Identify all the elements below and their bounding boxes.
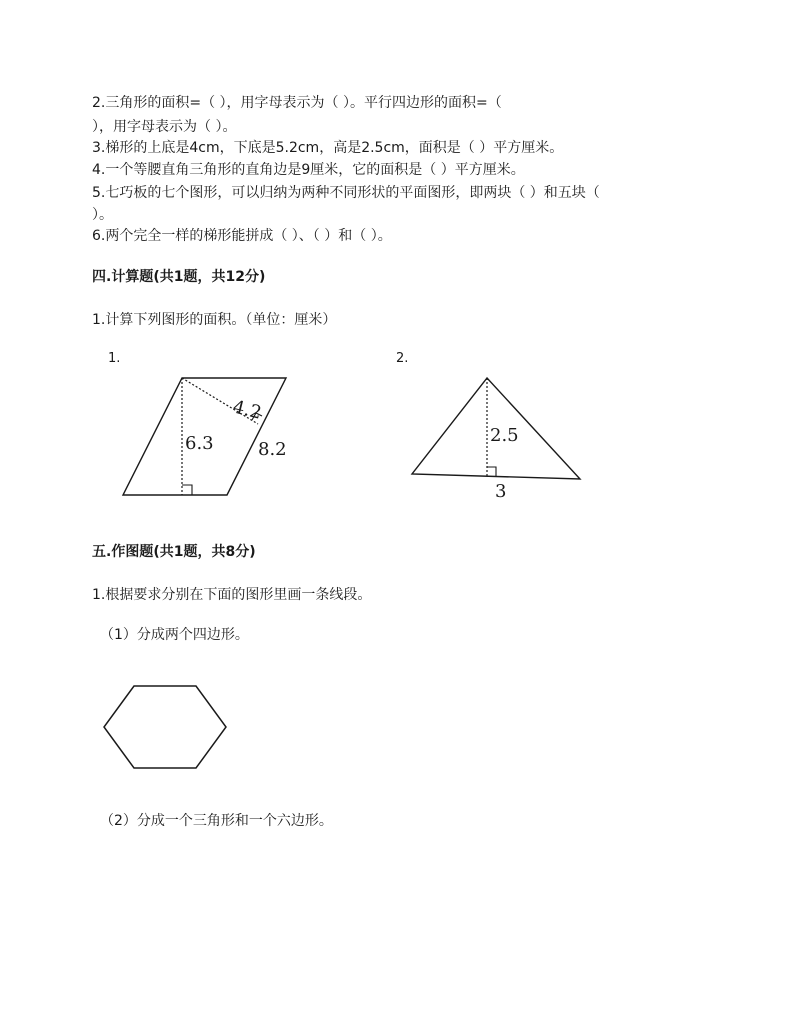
question-6: 6.两个完全一样的梯形能拼成（ ）、（ ）和（ ）。 <box>92 228 392 244</box>
triangle-height-value-label: 2.5 <box>490 425 519 446</box>
figure-2-label: 2. <box>396 351 409 366</box>
triangle-base-value-label: 3 <box>495 481 507 502</box>
question-5-line-2: ）。 <box>92 207 113 223</box>
figure-1-label: 1. <box>108 351 121 366</box>
question-4: 4.一个等腰直角三角形的直角边是9厘米，它的面积是（ ）平方厘米。 <box>92 162 525 178</box>
section-4-title: 四.计算题(共1题，共12分) <box>92 269 266 285</box>
question-5-line-1: 5.七巧板的七个图形，可以归纳为两种不同形状的平面图形，即两块（ ）和五块（ <box>92 185 600 201</box>
question-2-line-1: 2.三角形的面积=（ ），用字母表示为（ ）。平行四边形的面积=（ <box>92 95 502 111</box>
section-5-part-1: （1）分成两个四边形。 <box>100 627 249 643</box>
question-3: 3.梯形的上底是4cm，下底是5.2cm，高是2.5cm，面积是（ ）平方厘米。 <box>92 140 564 156</box>
side-value-label: 8.2 <box>258 439 287 460</box>
perpendicular-value-label: 4.2 <box>230 396 264 424</box>
section-5-title: 五.作图题(共1题，共8分) <box>92 544 256 560</box>
question-2-line-2: ），用字母表示为（ ）。 <box>92 119 237 135</box>
hexagon-outline <box>104 686 226 768</box>
section-4-question: 1.计算下列图形的面积。（单位：厘米） <box>92 312 337 328</box>
section-5-part-2: （2）分成一个三角形和一个六边形。 <box>100 813 333 829</box>
section-5-question: 1.根据要求分别在下面的图形里画一条线段。 <box>92 587 372 603</box>
height-value-label: 6.3 <box>185 433 214 454</box>
